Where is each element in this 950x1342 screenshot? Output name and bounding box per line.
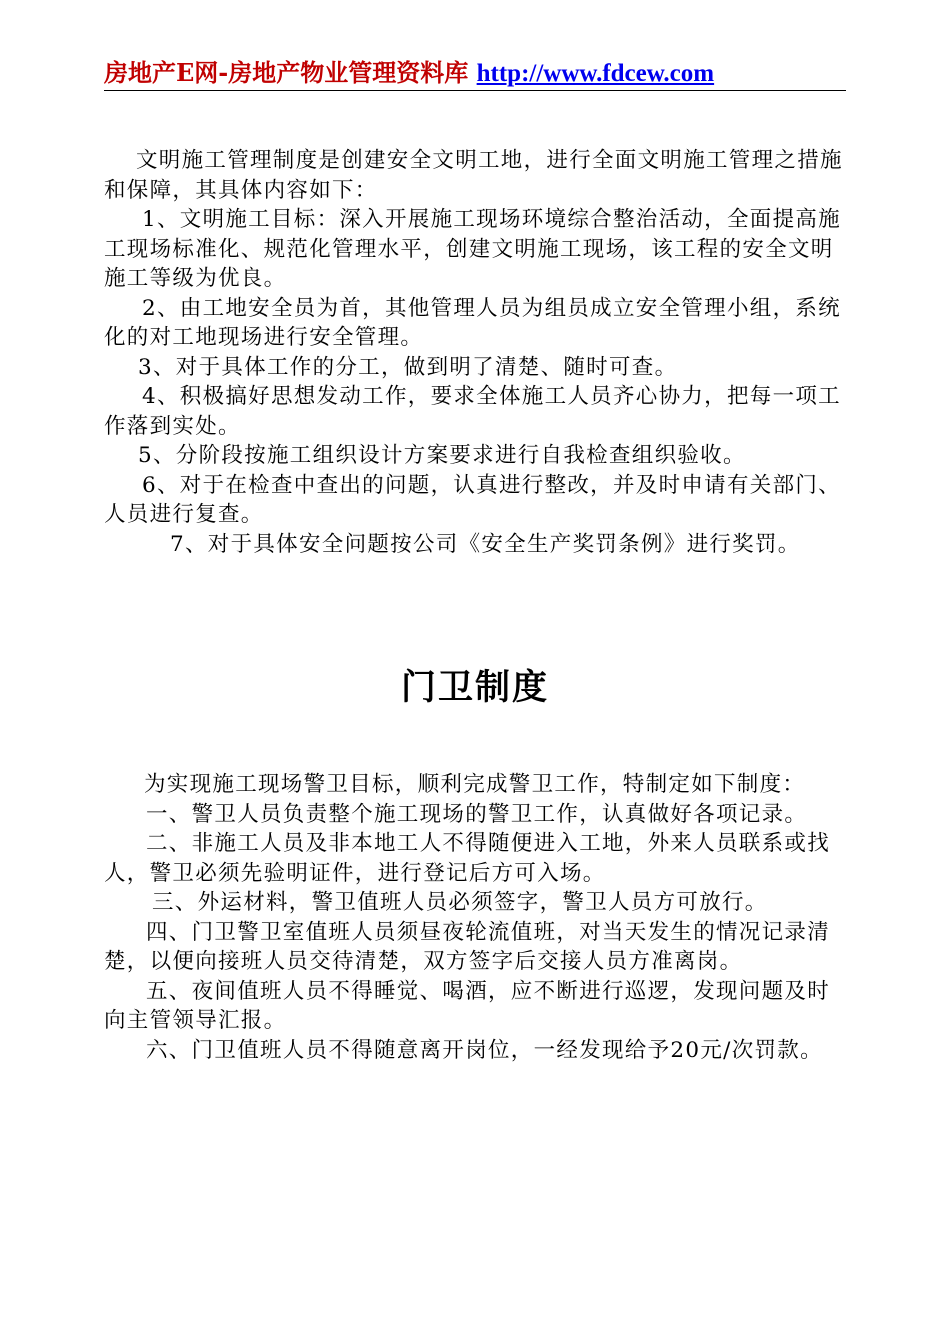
intro-paragraph: 文明施工管理制度是创建安全文明工地，进行全面文明施工管理之措施和保障，其具体内容如下： (104, 148, 843, 203)
section-civilized-construction (104, 146, 846, 559)
rule-6: 6、对于在检查中查出的问题，认真进行整改，并及时申请有关部门、人员进行复查。 (104, 472, 841, 527)
site-name: 房地产E网 (104, 58, 219, 87)
gate-rule-3: 三、外运材料，警卫值班人员必须签字，警卫人员方可放行。 (152, 890, 768, 915)
library-name: 房地产物业管理资料库 (228, 58, 469, 87)
header-separator: - (218, 58, 229, 87)
rule-1: 1、文明施工目标：深入开展施工现场环境综合整治活动，全面提高施工现场标准化、规范化管理水平，创建文明施工现场，该工程的安全文明施工等级为优良。 (104, 207, 841, 291)
rule-5: 5、分阶段按施工组织设计方案要求进行自我检查组织验收。 (138, 443, 746, 468)
rule-2: 2、由工地安全员为首，其他管理人员为组员成立安全管理小组，系统化的对工地现场进行安全管理。 (104, 295, 841, 350)
page-title: 门卫制度 (400, 668, 549, 708)
rule-4: 4、积极搞好思想发动工作，要求全体施工人员齐心协力，把每一项工作落到实处。 (104, 384, 841, 439)
gate-rule-1: 一、警卫人员负责整个施工现场的警卫工作，认真做好各项记录。 (146, 801, 808, 827)
gate-rule-5: 五、夜间值班人员不得睡觉、喝酒，应不断进行巡逻，发现问题及时向主管领导汇报。 (104, 978, 831, 1033)
gate-rule-6: 六、门卫值班人员不得随意离开岗位，一经发现给予20元/次罚款。 (146, 1037, 823, 1063)
gate-rule-4: 四、门卫警卫室值班人员须昼夜轮流值班，对当天发生的情况记录清楚，以便向接班人员交待清楚，双方签字后交接人员方准离岗。 (104, 919, 831, 974)
gate-intro-paragraph: 为实现施工现场警卫目标，顺利完成警卫工作，特制定如下制度： (144, 772, 806, 797)
site-url-link[interactable]: http://www.fdcew.com (476, 60, 715, 87)
section-gate-guard (104, 770, 846, 1065)
rule-7: 7、对于具体安全问题按公司《安全生产奖罚条例》进行奖罚。 (170, 531, 801, 557)
rule-3: 3、对于具体工作的分工，做到明了清楚、随时可查。 (138, 354, 678, 380)
gate-rule-2: 二、非施工人员及非本地工人不得随便进入工地，外来人员联系或找人，警卫必须先验明证件，进行登记后方可入场。 (104, 831, 831, 886)
page-header (104, 56, 846, 91)
